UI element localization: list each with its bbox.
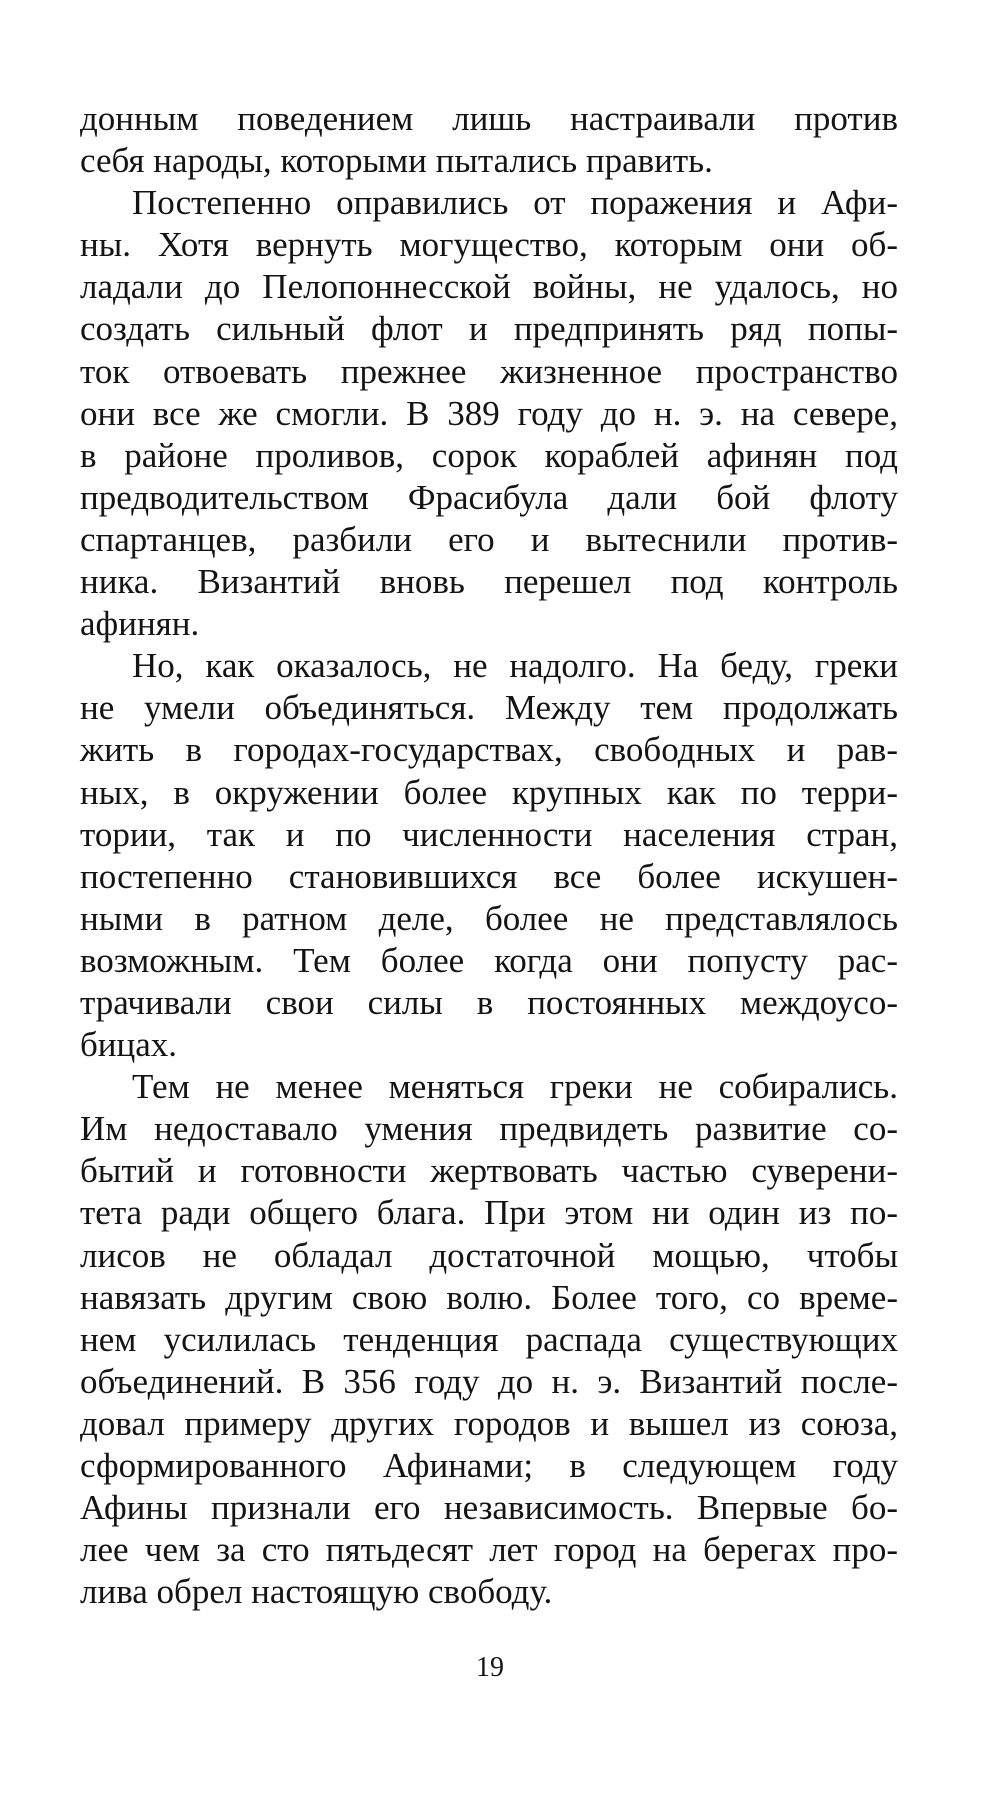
text-line: лее чем за сто пятьдесят лет город на берегах про- <box>80 1530 898 1570</box>
text-line: лива обрел настоящую свободу. <box>80 1572 553 1612</box>
text-line: жить в городах-государствах, свободных и рав- <box>80 730 898 770</box>
text-line: афинян. <box>80 604 200 644</box>
text-line: в районе проливов, сорок кораблей афинян под <box>80 435 898 475</box>
text-line: бицах. <box>80 1025 178 1065</box>
text-line: бытий и готовности жертвовать частью суверени- <box>80 1151 898 1191</box>
text-line: тета ради общего блага. При этом ни один из по- <box>80 1193 898 1233</box>
text-line: они все же смогли. В 389 году до н. э. на севере, <box>80 393 898 433</box>
text-line: ными в ратном деле, более не представлялось <box>80 898 898 938</box>
text-line: возможным. Тем более когда они попусту рас- <box>80 940 898 980</box>
text-line: ладали до Пелопоннесской войны, не удалось, но <box>80 267 898 307</box>
paragraph <box>80 98 898 182</box>
text-line: Им недоставало умения предвидеть развитие со- <box>80 1109 898 1149</box>
text-line: спартанцев, разбили его и вытеснили против- <box>80 519 898 559</box>
text-line: навязать другим свою волю. Более того, со време- <box>80 1277 898 1317</box>
page-number: 19 <box>476 1652 504 1683</box>
text-line: Но, как оказалось, не надолго. На беду, греки <box>132 646 898 686</box>
text-line: довал примеру других городов и вышел из союза, <box>80 1403 898 1443</box>
text-line: тории, так и по численности населения стран, <box>80 814 898 854</box>
text-line: ток отвоевать прежнее жизненное пространство <box>80 351 898 391</box>
text-line: Афины признали его независимость. Впервые бо- <box>80 1488 898 1528</box>
text-line: нем усилилась тенденция распада существующих <box>80 1319 898 1359</box>
paragraph <box>80 1066 898 1613</box>
text-line: ника. Византий вновь перешел под контроль <box>80 562 898 602</box>
page-body <box>80 98 898 1613</box>
text-line: предводительством Фрасибула дали бой флоту <box>80 477 898 517</box>
text-line: постепенно становившихся все более искушен- <box>80 856 898 896</box>
text-line: не умели объединяться. Между тем продолжать <box>80 688 898 728</box>
text-line: ных, в окружении более крупных как по терри- <box>80 772 898 812</box>
text-line: Постепенно оправились от поражения и Афи- <box>132 183 898 223</box>
text-line: создать сильный флот и предпринять ряд попы- <box>80 309 898 349</box>
text-line: трачивали свои силы в постоянных междоусо- <box>80 982 898 1022</box>
text-line: сформированного Афинами; в следующем году <box>80 1446 898 1485</box>
text-line: себя народы, которыми пытались править. <box>80 141 713 181</box>
text-line: донным поведением лишь настраивали против <box>80 99 898 138</box>
text-line: Тем не менее меняться греки не собирались. <box>132 1067 898 1107</box>
text-line: объединений. В 356 году до н. э. Византий после- <box>80 1361 898 1401</box>
paragraph <box>80 645 898 1066</box>
text-line: ны. Хотя вернуть могущество, которым они об- <box>80 225 898 265</box>
text-line: лисов не обладал достаточной мощью, чтобы <box>80 1235 898 1275</box>
paragraph <box>80 182 898 645</box>
